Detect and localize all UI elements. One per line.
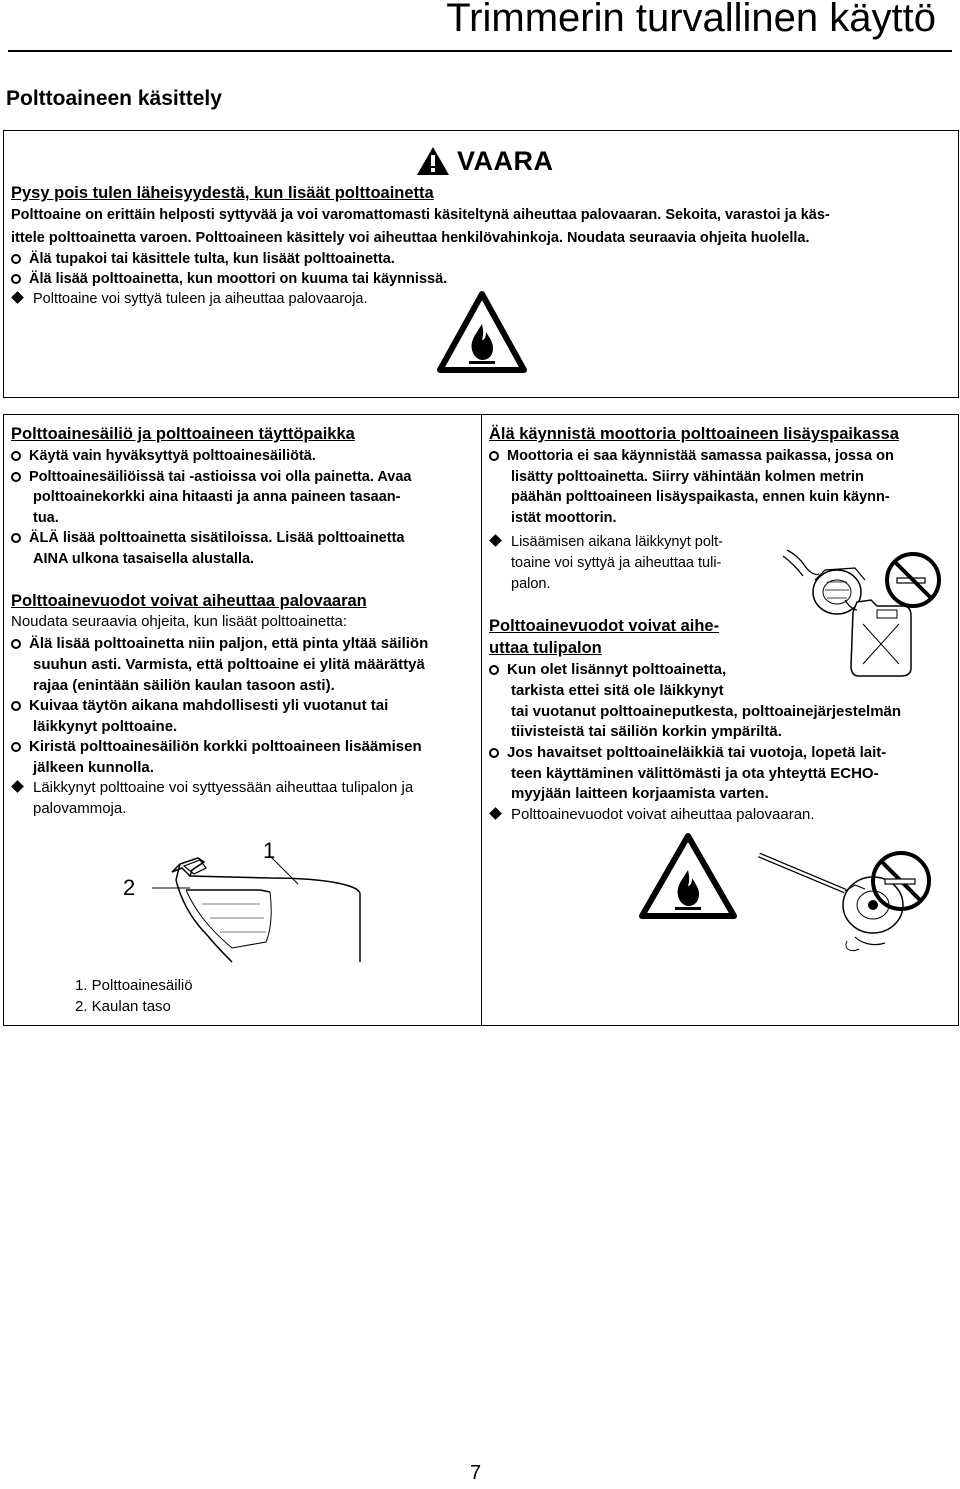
list-item-continued: rajaa (enintään säiliön kaulan tasoon asti).	[33, 677, 335, 694]
list-item: Älä lisää polttoainetta niin paljon, että pinta yltää säiliön	[11, 634, 428, 653]
list-item-continued: polttoainekorkki aina hitaasti ja anna paineen tasaan-	[33, 489, 401, 505]
warning-text-line: ittele polttoainetta varoen. Polttoaineen käsittely voi aiheuttaa henkilövahinkoja. Noudata seuraavia ohjeita huolella.	[11, 230, 810, 246]
circle-bullet-icon	[11, 533, 21, 543]
left-heading-1: Polttoainesäiliö ja polttoaineen täyttöpaikka	[11, 425, 355, 443]
page-number: 7	[470, 1462, 482, 1484]
list-item: Läikkynyt polttoaine voi syttyessään aiheuttaa tulipalon ja	[11, 778, 413, 797]
right-heading-1: Älä käynnistä moottoria polttoaineen lisäyspaikassa	[489, 425, 899, 443]
warning-item: Älä tupakoi tai käsittele tulta, kun lisäät polttoainetta.	[11, 250, 395, 269]
list-item-continued: AINA ulkona tasaisella alustalla.	[33, 551, 255, 567]
fuel-tank-diagram	[120, 836, 380, 966]
list-item-continued: tua.	[33, 510, 59, 526]
list-item-continued: tarkista ettei sitä ole läikkynyt	[511, 682, 724, 699]
circle-bullet-icon	[11, 451, 21, 461]
list-item-continued: palon.	[511, 576, 551, 592]
circle-bullet-icon	[489, 451, 499, 461]
list-item-continued: tiivisteistä tai säiliön korkin ympäriltä.	[511, 723, 782, 740]
warning-item: Polttoaine voi syttyä tuleen ja aiheuttaa palovaaroja.	[11, 290, 368, 309]
circle-bullet-icon	[11, 742, 21, 752]
legend-item: 1. Polttoainesäiliö	[75, 977, 193, 994]
list-item-continued: toaine voi syttyä ja aiheuttaa tuli-	[511, 555, 722, 571]
circle-bullet-icon	[11, 472, 21, 482]
warning-item: Älä lisää polttoainetta, kun moottori on kuuma tai käynnissä.	[11, 270, 447, 289]
diamond-bullet-icon	[489, 807, 502, 820]
list-item: Lisäämisen aikana läikkynyt polt-	[489, 533, 723, 552]
diamond-bullet-icon	[11, 780, 24, 793]
list-item: Kuivaa täytön aikana mahdollisesti yli vuotanut tai	[11, 696, 388, 715]
warning-text-line: Polttoaine on erittäin helposti syttyvää ja voi varomattomasti käsiteltynä aiheuttaa palovaaran. Sekoita, varastoi ja käs-	[11, 207, 830, 223]
intro-text: Noudata seuraavia ohjeita, kun lisäät polttoainetta:	[11, 613, 348, 630]
legend-item: 2. Kaulan taso	[75, 998, 171, 1015]
list-item-continued: istät moottorin.	[511, 510, 617, 526]
list-item: Moottoria ei saa käynnistää samassa paikassa, jossa on	[489, 447, 894, 466]
list-item: Jos havaitset polttoaineläikkiä tai vuotoja, lopetä lait-	[489, 743, 886, 762]
warning-heading: Pysy pois tulen läheisyydestä, kun lisäät polttoainetta	[11, 184, 434, 202]
list-item: Kun olet lisännyt polttoainetta,	[489, 660, 726, 679]
circle-bullet-icon	[11, 274, 21, 284]
list-item: Käytä vain hyväksyttyä polttoainesäiliötä.	[11, 447, 316, 466]
section-title: Polttoaineen käsittely	[6, 87, 222, 110]
fire-hazard-sign-icon	[638, 832, 738, 920]
list-item: Polttoainesäiliöissä tai -astioissa voi olla painetta. Avaa	[11, 468, 412, 487]
list-item-continued: jälkeen kunnolla.	[33, 759, 154, 776]
left-heading-2: Polttoainevuodot voivat aiheuttaa palovaaran	[11, 592, 367, 610]
circle-bullet-icon	[11, 254, 21, 264]
circle-bullet-icon	[11, 701, 21, 711]
list-item-continued: myyjään laitteen korjaamista varten.	[511, 785, 769, 802]
list-item: ÄLÄ lisää polttoainetta sisätiloissa. Lisää polttoainetta	[11, 529, 404, 548]
list-item-continued: läikkynyt polttoaine.	[33, 718, 178, 735]
list-item-continued: tai vuotanut polttoaineputkesta, polttoainejärjestelmän	[511, 703, 902, 720]
circle-bullet-icon	[489, 748, 499, 758]
list-item: Kiristä polttoainesäiliön korkki polttoaineen lisäämisen	[11, 737, 422, 756]
list-item-continued: lisätty polttoainetta. Siirry vähintään kolmen metrin	[511, 469, 864, 485]
diamond-bullet-icon	[11, 291, 24, 304]
list-item-continued: palovammoja.	[33, 800, 127, 817]
fire-hazard-sign-icon	[436, 290, 528, 374]
diamond-bullet-icon	[489, 534, 502, 547]
page-title: Trimmerin turvallinen käyttö	[446, 0, 936, 40]
right-heading-2: Polttoainevuodot voivat aihe-	[489, 617, 720, 635]
trimmer-no-smoking-illustration	[755, 845, 945, 955]
circle-bullet-icon	[11, 639, 21, 649]
warning-header	[415, 141, 554, 181]
warning-triangle-icon	[415, 145, 451, 177]
warning-word: VAARA	[457, 145, 554, 176]
list-item: Polttoainevuodot voivat aiheuttaa palovaaran.	[489, 805, 815, 824]
refuel-prohibited-illustration	[775, 540, 945, 680]
circle-bullet-icon	[489, 665, 499, 675]
list-item-continued: teen käyttäminen välittömästi ja ota yhteyttä ECHO-	[511, 765, 879, 782]
diagram-label-2: 2	[123, 875, 136, 900]
right-heading-2-cont: uttaa tulipalon	[489, 639, 602, 657]
list-item-continued: päähän polttoaineen lisäyspaikasta, ennen kuin käynn-	[511, 489, 890, 505]
diagram-label-1: 1	[263, 838, 276, 863]
list-item-continued: suuhun asti. Varmista, että polttoaine ei ylitä määrättyä	[33, 656, 425, 673]
title-rule	[8, 50, 952, 52]
